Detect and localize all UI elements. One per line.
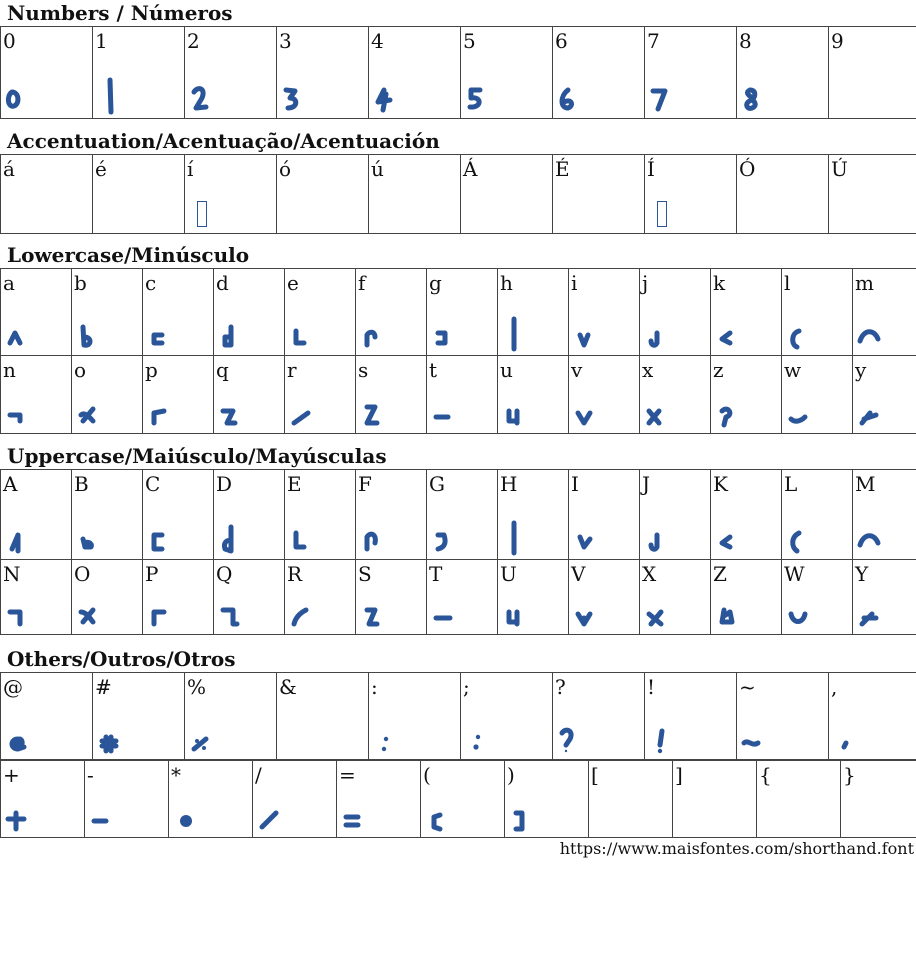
glyph-label: Ó (739, 157, 756, 181)
glyph-label: y (855, 358, 867, 382)
glyph-label: É (555, 157, 570, 181)
glyph-label: ~ (739, 675, 756, 699)
handwritten-glyph-icon (501, 313, 535, 351)
glyph-label: , (831, 675, 838, 699)
handwritten-glyph-icon (372, 717, 406, 755)
grid-row (1, 356, 916, 434)
glyph-label: h (500, 271, 513, 295)
glyph-label: J (642, 472, 651, 496)
glyph-label: z (713, 358, 724, 382)
glyph-cell-2b (1, 761, 85, 838)
glyph-cell-da (829, 155, 916, 234)
glyph-label: V (571, 562, 586, 586)
glyph-cell-70 (143, 356, 214, 434)
others-grid-row2 (0, 760, 916, 838)
glyph-label: 6 (555, 29, 568, 53)
glyph-cell-61 (1, 269, 72, 356)
glyph-cell-52 (285, 560, 356, 635)
handwritten-glyph-icon (146, 517, 180, 555)
handwritten-glyph-icon (4, 517, 38, 555)
glyph-cell-7a (711, 356, 782, 434)
footer-url[interactable]: https://www.maisfontes.com/shorthand.font (559, 839, 914, 858)
handwritten-glyph-icon (785, 313, 819, 351)
section-title-numbers: Numbers / Números (7, 1, 233, 25)
glyph-cell-77 (782, 356, 853, 434)
glyph-label: } (843, 763, 856, 787)
glyph-cell-6f (72, 356, 143, 434)
handwritten-glyph-icon (572, 391, 606, 429)
glyph-cell-6b (711, 269, 782, 356)
handwritten-glyph-icon (714, 391, 748, 429)
glyph-label: x (642, 358, 654, 382)
handwritten-glyph-icon (217, 313, 251, 351)
glyph-label: c (145, 271, 157, 295)
glyph-cell-74 (427, 356, 498, 434)
glyph-label: p (145, 358, 158, 382)
glyph-label: Q (216, 562, 233, 586)
section-title-accentuation: Accentuation/Acentuação/Acentuación (7, 129, 440, 153)
glyph-cell-5a (711, 560, 782, 635)
handwritten-glyph-icon (288, 517, 322, 555)
lowercase-grid (0, 268, 916, 434)
glyph-cell-38 (737, 27, 829, 119)
glyph-label: C (145, 472, 161, 496)
handwritten-glyph-icon (464, 76, 498, 114)
glyph-label: @ (3, 675, 23, 699)
glyph-label: ] (675, 763, 683, 787)
glyph-label: A (3, 472, 18, 496)
glyph-cell-79 (853, 356, 916, 434)
glyph-label: { (759, 763, 772, 787)
glyph-label: D (216, 472, 233, 496)
glyph-cell-42 (72, 470, 143, 560)
glyph-label: O (74, 562, 91, 586)
section-title-lowercase: Lowercase/Minúsculo (7, 243, 250, 267)
handwritten-glyph-icon (856, 517, 890, 555)
handwritten-glyph-icon (501, 391, 535, 429)
glyph-cell-3a (369, 673, 461, 760)
glyph-label: = (339, 763, 356, 787)
glyph-cell-54 (427, 560, 498, 635)
handwritten-glyph-icon (572, 592, 606, 630)
glyph-cell-e9 (93, 155, 185, 234)
glyph-cell-25 (185, 673, 277, 760)
others-grid-row1 (0, 672, 916, 760)
handwritten-glyph-icon (856, 592, 890, 630)
glyph-cell-62 (72, 269, 143, 356)
glyph-label: % (187, 675, 207, 699)
glyph-cell-3d (337, 761, 421, 838)
handwritten-glyph-icon (4, 313, 38, 351)
glyph-label: W (784, 562, 805, 586)
handwritten-glyph-icon (501, 517, 535, 555)
glyph-cell-37 (645, 27, 737, 119)
glyph-cell-23 (93, 673, 185, 760)
glyph-cell-57 (782, 560, 853, 635)
handwritten-glyph-icon (88, 795, 122, 833)
glyph-label: a (3, 271, 15, 295)
handwritten-glyph-icon (146, 313, 180, 351)
glyph-cell-50 (143, 560, 214, 635)
handwritten-glyph-icon (740, 76, 774, 114)
glyph-cell-2f (253, 761, 337, 838)
glyph-cell-4a (640, 470, 711, 560)
glyph-cell-76 (569, 356, 640, 434)
missing-glyph-box-icon (197, 201, 207, 227)
handwritten-glyph-icon (146, 592, 180, 630)
glyph-cell-e1 (1, 155, 93, 234)
glyph-cell-7d (841, 761, 916, 838)
glyph-cell-29 (505, 761, 589, 838)
glyph-cell-65 (285, 269, 356, 356)
handwritten-glyph-icon (75, 517, 109, 555)
glyph-cell-c1 (461, 155, 553, 234)
glyph-cell-6d (853, 269, 916, 356)
handwritten-glyph-icon (572, 313, 606, 351)
uppercase-grid (0, 469, 916, 635)
glyph-label: : (371, 675, 378, 699)
glyph-label: í (187, 157, 194, 181)
glyph-cell-78 (640, 356, 711, 434)
handwritten-glyph-icon (217, 391, 251, 429)
handwritten-glyph-icon (430, 313, 464, 351)
glyph-cell-21 (645, 673, 737, 760)
glyph-cell-36 (553, 27, 645, 119)
glyph-label: b (74, 271, 87, 295)
handwritten-glyph-icon (4, 391, 38, 429)
glyph-cell-6e (1, 356, 72, 434)
glyph-label: B (74, 472, 89, 496)
handwritten-glyph-icon (217, 517, 251, 555)
glyph-label: I (571, 472, 579, 496)
glyph-label: & (279, 675, 297, 699)
glyph-label: r (287, 358, 297, 382)
glyph-label: M (855, 472, 876, 496)
handwritten-glyph-icon (96, 76, 130, 114)
glyph-label: k (713, 271, 726, 295)
glyph-cell-26 (277, 673, 369, 760)
glyph-cell-d3 (737, 155, 829, 234)
handwritten-glyph-icon (648, 717, 682, 755)
handwritten-glyph-icon (832, 717, 866, 755)
glyph-label: v (571, 358, 583, 382)
glyph-label: á (3, 157, 15, 181)
handwritten-glyph-icon (4, 717, 38, 755)
handwritten-glyph-icon (340, 795, 374, 833)
handwritten-glyph-icon (280, 76, 314, 114)
glyph-label: ) (507, 763, 515, 787)
glyph-label: u (500, 358, 513, 382)
glyph-cell-45 (285, 470, 356, 560)
glyph-label: o (74, 358, 87, 382)
glyph-cell-68 (498, 269, 569, 356)
handwritten-glyph-icon (430, 592, 464, 630)
glyph-cell-43 (143, 470, 214, 560)
glyph-cell-39 (829, 27, 916, 119)
glyph-label: Á (463, 157, 478, 181)
glyph-cell-71 (214, 356, 285, 434)
glyph-label: E (287, 472, 302, 496)
glyph-cell-73 (356, 356, 427, 434)
glyph-label: Ú (831, 157, 848, 181)
grid-row (1, 761, 916, 838)
glyph-cell-59 (853, 560, 916, 635)
handwritten-glyph-icon (288, 391, 322, 429)
handwritten-glyph-icon (714, 517, 748, 555)
glyph-label: 0 (3, 29, 16, 53)
handwritten-glyph-icon (75, 313, 109, 351)
grid-row (1, 27, 916, 119)
glyph-cell-46 (356, 470, 427, 560)
glyph-label: d (216, 271, 229, 295)
glyph-cell-3b (461, 673, 553, 760)
handwritten-glyph-icon (359, 592, 393, 630)
handwritten-glyph-icon (372, 76, 406, 114)
handwritten-glyph-icon (188, 717, 222, 755)
handwritten-glyph-icon (146, 391, 180, 429)
glyph-label: t (429, 358, 438, 382)
glyph-cell-32 (185, 27, 277, 119)
handwritten-glyph-icon (572, 517, 606, 555)
glyph-label: G (429, 472, 445, 496)
glyph-cell-48 (498, 470, 569, 560)
glyph-label: U (500, 562, 517, 586)
handwritten-glyph-icon (217, 592, 251, 630)
handwritten-glyph-icon (4, 76, 38, 114)
glyph-label: [ (591, 763, 599, 787)
glyph-cell-49 (569, 470, 640, 560)
glyph-label: m (855, 271, 874, 295)
handwritten-glyph-icon (643, 517, 677, 555)
glyph-cell-63 (143, 269, 214, 356)
handwritten-glyph-icon (643, 313, 677, 351)
handwritten-glyph-icon (430, 391, 464, 429)
handwritten-glyph-icon (4, 795, 38, 833)
glyph-label: 7 (647, 29, 660, 53)
glyph-cell-51 (214, 560, 285, 635)
handwritten-glyph-icon (4, 592, 38, 630)
glyph-cell-cd (645, 155, 737, 234)
glyph-cell-75 (498, 356, 569, 434)
glyph-label: Z (713, 562, 727, 586)
glyph-label: H (500, 472, 518, 496)
glyph-cell-4f (72, 560, 143, 635)
handwritten-glyph-icon (75, 391, 109, 429)
grid-row (1, 269, 916, 356)
glyph-label: 3 (279, 29, 292, 53)
handwritten-glyph-icon (75, 592, 109, 630)
glyph-cell-41 (1, 470, 72, 560)
grid-row (1, 673, 916, 760)
glyph-label: ! (647, 675, 656, 699)
glyph-label: S (358, 562, 372, 586)
glyph-cell-4c (782, 470, 853, 560)
glyph-cell-5d (673, 761, 757, 838)
glyph-cell-6c (782, 269, 853, 356)
handwritten-glyph-icon (464, 717, 498, 755)
glyph-label: f (358, 271, 366, 295)
glyph-label: i (571, 271, 578, 295)
handwritten-glyph-icon (288, 313, 322, 351)
handwritten-glyph-icon (856, 313, 890, 351)
handwritten-glyph-icon (856, 391, 890, 429)
glyph-label: N (3, 562, 21, 586)
glyph-label: Y (855, 562, 869, 586)
glyph-cell-40 (1, 673, 93, 760)
glyph-cell-66 (356, 269, 427, 356)
glyph-cell-2d (85, 761, 169, 838)
glyph-label: 4 (371, 29, 384, 53)
glyph-label: X (642, 562, 657, 586)
glyph-label: K (713, 472, 728, 496)
accentuation-grid (0, 154, 916, 234)
glyph-label: 5 (463, 29, 476, 53)
glyph-label: F (358, 472, 372, 496)
glyph-label: e (287, 271, 299, 295)
glyph-label: Í (647, 157, 655, 181)
glyph-label: * (171, 763, 181, 787)
glyph-label: g (429, 271, 442, 295)
handwritten-glyph-icon (359, 517, 393, 555)
glyph-cell-56 (569, 560, 640, 635)
glyph-label: 2 (187, 29, 200, 53)
glyph-label: l (784, 271, 791, 295)
handwritten-glyph-icon (288, 592, 322, 630)
glyph-label: 8 (739, 29, 752, 53)
glyph-label: é (95, 157, 107, 181)
handwritten-glyph-icon (96, 717, 130, 755)
glyph-label: / (255, 763, 262, 787)
glyph-label: R (287, 562, 303, 586)
glyph-label: n (3, 358, 16, 382)
glyph-cell-ed (185, 155, 277, 234)
glyph-cell-2a (169, 761, 253, 838)
glyph-cell-35 (461, 27, 553, 119)
glyph-label: ; (463, 675, 470, 699)
glyph-label: ó (279, 157, 292, 181)
glyph-cell-c9 (553, 155, 645, 234)
glyph-cell-7e (737, 673, 829, 760)
glyph-label: T (429, 562, 443, 586)
handwritten-glyph-icon (785, 391, 819, 429)
handwritten-glyph-icon (714, 313, 748, 351)
glyph-cell-4b (711, 470, 782, 560)
handwritten-glyph-icon (424, 795, 458, 833)
glyph-cell-5b (589, 761, 673, 838)
numbers-grid (0, 26, 916, 119)
glyph-cell-30 (1, 27, 93, 119)
glyph-cell-28 (421, 761, 505, 838)
glyph-label: ? (555, 675, 566, 699)
glyph-cell-33 (277, 27, 369, 119)
handwritten-glyph-icon (714, 592, 748, 630)
handwritten-glyph-icon (643, 391, 677, 429)
glyph-cell-72 (285, 356, 356, 434)
handwritten-glyph-icon (556, 717, 590, 755)
handwritten-glyph-icon (501, 592, 535, 630)
handwritten-glyph-icon (430, 517, 464, 555)
handwritten-glyph-icon (785, 592, 819, 630)
handwritten-glyph-icon (508, 795, 542, 833)
grid-row (1, 155, 916, 234)
handwritten-glyph-icon (643, 592, 677, 630)
handwritten-glyph-icon (740, 717, 774, 755)
glyph-cell-47 (427, 470, 498, 560)
handwritten-glyph-icon (359, 313, 393, 351)
glyph-cell-31 (93, 27, 185, 119)
handwritten-glyph-icon (256, 795, 290, 833)
glyph-cell-4e (1, 560, 72, 635)
glyph-label: ú (371, 157, 384, 181)
handwritten-glyph-icon (172, 795, 206, 833)
glyph-cell-55 (498, 560, 569, 635)
glyph-cell-53 (356, 560, 427, 635)
glyph-label: 9 (831, 29, 844, 53)
glyph-label: L (784, 472, 798, 496)
glyph-cell-f3 (277, 155, 369, 234)
grid-row (1, 560, 916, 635)
glyph-label: - (87, 763, 94, 787)
glyph-cell-4d (853, 470, 916, 560)
glyph-cell-6a (640, 269, 711, 356)
glyph-cell-2c (829, 673, 916, 760)
glyph-label: P (145, 562, 159, 586)
handwritten-glyph-icon (556, 76, 590, 114)
glyph-label: q (216, 358, 229, 382)
glyph-label: w (784, 358, 802, 382)
glyph-cell-64 (214, 269, 285, 356)
glyph-cell-34 (369, 27, 461, 119)
handwritten-glyph-icon (648, 76, 682, 114)
glyph-label: + (3, 763, 20, 787)
glyph-label: ( (423, 763, 431, 787)
glyph-label: # (95, 675, 112, 699)
missing-glyph-box-icon (657, 201, 667, 227)
section-title-uppercase: Uppercase/Maiúsculo/Mayúsculas (7, 444, 387, 468)
section-title-others: Others/Outros/Otros (7, 647, 236, 671)
handwritten-glyph-icon (359, 391, 393, 429)
handwritten-glyph-icon (188, 76, 222, 114)
glyph-cell-58 (640, 560, 711, 635)
glyph-cell-69 (569, 269, 640, 356)
glyph-cell-7b (757, 761, 841, 838)
glyph-cell-fa (369, 155, 461, 234)
grid-row (1, 470, 916, 560)
handwritten-glyph-icon (785, 517, 819, 555)
glyph-label: j (642, 271, 649, 295)
glyph-label: 1 (95, 29, 108, 53)
glyph-cell-3f (553, 673, 645, 760)
glyph-cell-44 (214, 470, 285, 560)
glyph-label: s (358, 358, 369, 382)
glyph-cell-67 (427, 269, 498, 356)
